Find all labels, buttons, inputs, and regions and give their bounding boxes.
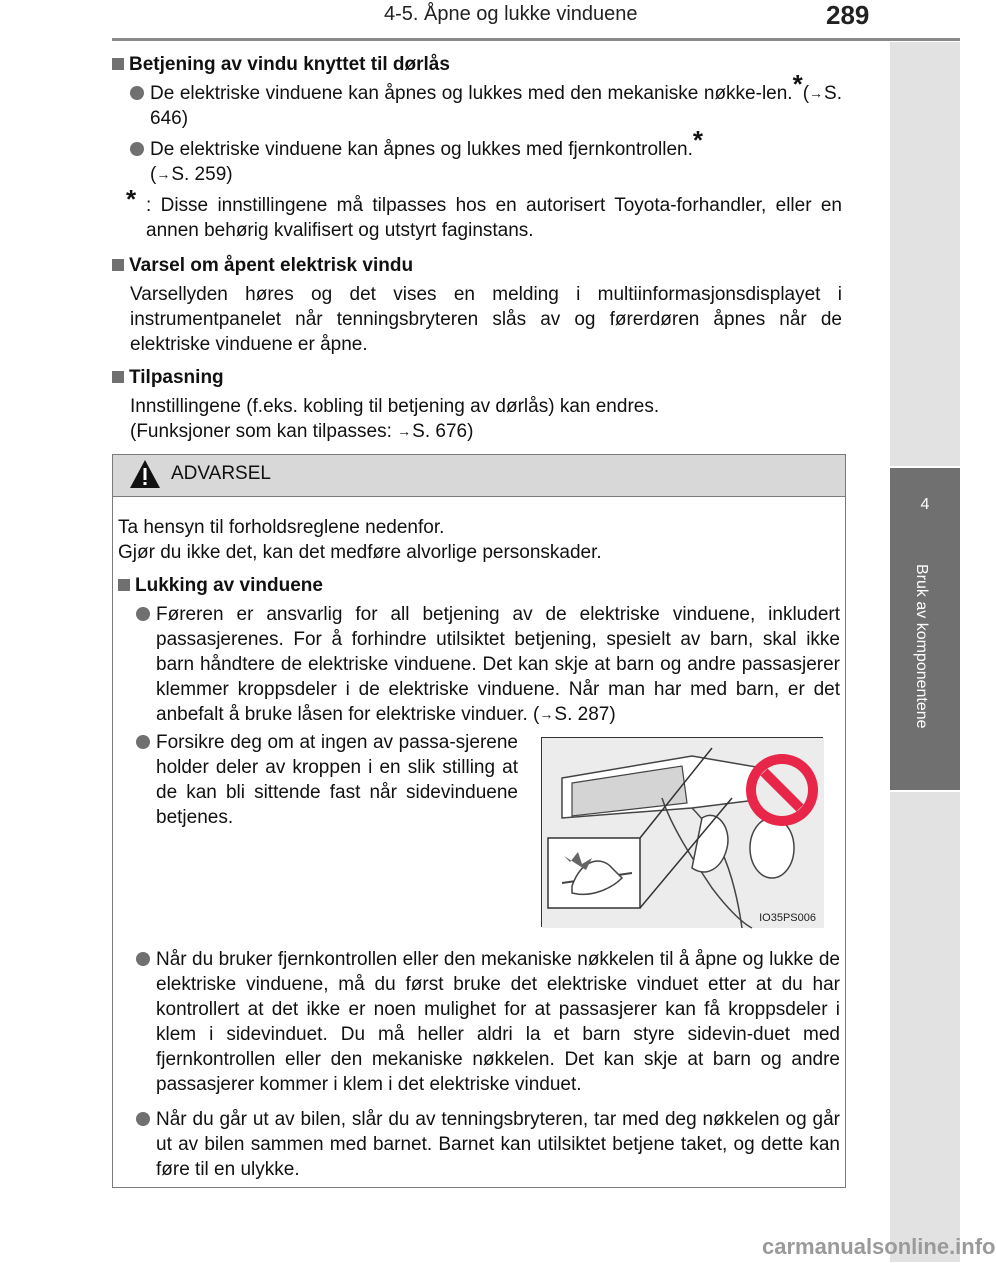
side-tab-top [890,42,960,466]
warning-body [118,515,840,737]
round-bullet-icon [136,952,150,966]
chapter-number: 4 [920,496,930,513]
list-item: Føreren er ansvarlig for all betjening av de elektriske vinduene, inkludert passasjerenes. For å forhindre utilsiktet betjening, spesielt av barn, skal ikke barn håndtere de elektriske vinduene. Det kan skje at barn og andre passasjerer klemmer kroppsdeler i de elektriske vinduene. Når man har med barn, er det anbefalt å bruke låsen for elektriske vinduer. (→S. 287) [118,602,840,727]
page-number: 289 [826,0,870,30]
warning-subheading: Lukking av vinduene [118,573,840,598]
header-rule [112,38,960,41]
square-bullet-icon [118,579,130,591]
footnote: * : Disse innstillingene må tilpasses hos en autorisert Toyota-forhandler, eller en annen behørig kvalifisert og utstyrt faginstans. [126,184,842,241]
warning-title: ADVARSEL [171,463,271,484]
page-reference[interactable]: S. 259 [171,164,227,185]
window-pinch-illustration [542,738,824,928]
page-reference[interactable]: S. 646 [150,83,842,129]
square-bullet-icon [112,371,124,383]
warning-icon [129,459,161,489]
watermark: carmanualsonline.info [762,1234,996,1259]
section-heading: Betjening av vindu knyttet til dørlås [112,52,842,77]
section-open-window-warning [112,253,842,357]
page-reference[interactable]: S. 287) [554,704,616,725]
round-bullet-icon [136,735,150,749]
arrow-icon: → [397,423,412,439]
paragraph: Innstillingene (f.eks. kobling til betjening av dørlås) kan endres. (Funksjoner som kan tilpasses: →S. 676) [130,396,660,442]
list-item: De elektriske vinduene kan åpnes og lukkes med den mekaniske nøkke-len.*(→S. 646) [112,81,842,131]
arrow-icon: → [809,85,824,101]
warning-lower [118,943,840,1192]
warning-intro: Gjør du ikke det, kan det medføre alvorlige personskader. [118,542,602,563]
warning-intro: Ta hensyn til forholdsreglene nedenfor. [118,517,445,538]
round-bullet-icon [136,607,150,621]
illustration [541,737,823,927]
chapter-label: Bruk av komponentene [913,564,930,729]
warning-header [113,455,845,497]
arrow-icon: → [539,706,554,722]
illustration-code: IO35PS006 [759,912,816,924]
section-heading: Varsel om åpent elektrisk vindu [112,253,842,278]
round-bullet-icon [130,142,144,156]
section-customization [112,365,842,444]
warning-box [112,454,846,1188]
section-heading: Tilpasning [112,365,842,390]
section-title: 4-5. Åpne og lukke vinduene [384,3,638,25]
list-item: Forsikre deg om at ingen av passa-sjerene holder deler av kroppen i en slik stilling at de kan bli sittende fast når sidevinduene betjenes. [118,730,518,830]
paragraph: Varsellyden høres og det vises en melding i multiinformasjonsdisplayet i instrumentpanelet når tenningsbryteren slås av og førerdøren åpnes når de elektriske vinduene er åpne. [130,284,842,355]
round-bullet-icon [136,1112,150,1126]
section-door-lock [112,52,842,243]
chapter-tab [890,468,960,790]
page-reference[interactable]: S. 676) [412,421,474,442]
round-bullet-icon [130,86,144,100]
list-item: Når du går ut av bilen, slår du av tenningsbryteren, tar med deg nøkkelen og går ut av bilen sammen med barnet. Barnet kan utilsiktet betjene taket, og dette kan føre til en ulykke. [118,1107,840,1182]
square-bullet-icon [112,58,124,70]
side-tab-bottom [890,792,960,1262]
main-content [112,52,842,452]
arrow-icon: → [156,166,171,182]
list-item: De elektriske vinduene kan åpnes og lukkes med fjernkontrollen.* (→S. 259) [112,137,842,187]
list-item: Når du bruker fjernkontrollen eller den mekaniske nøkkelen til å åpne og lukke de elektriske vinduene, må du først bruke det elektriske vinduet etter at du har kontrollert at det ikke er noen mulighet for at passasjerer kan få kroppsdeler i klem i sidevinduet. Du må heller aldri la et barn styre sidevin-duet med fjernkontrollen eller den mekaniske nøkkelen. Det kan skje at barn og andre passasjerer kommer i klem i det elektriske vinduet. [118,947,840,1097]
square-bullet-icon [112,259,124,271]
